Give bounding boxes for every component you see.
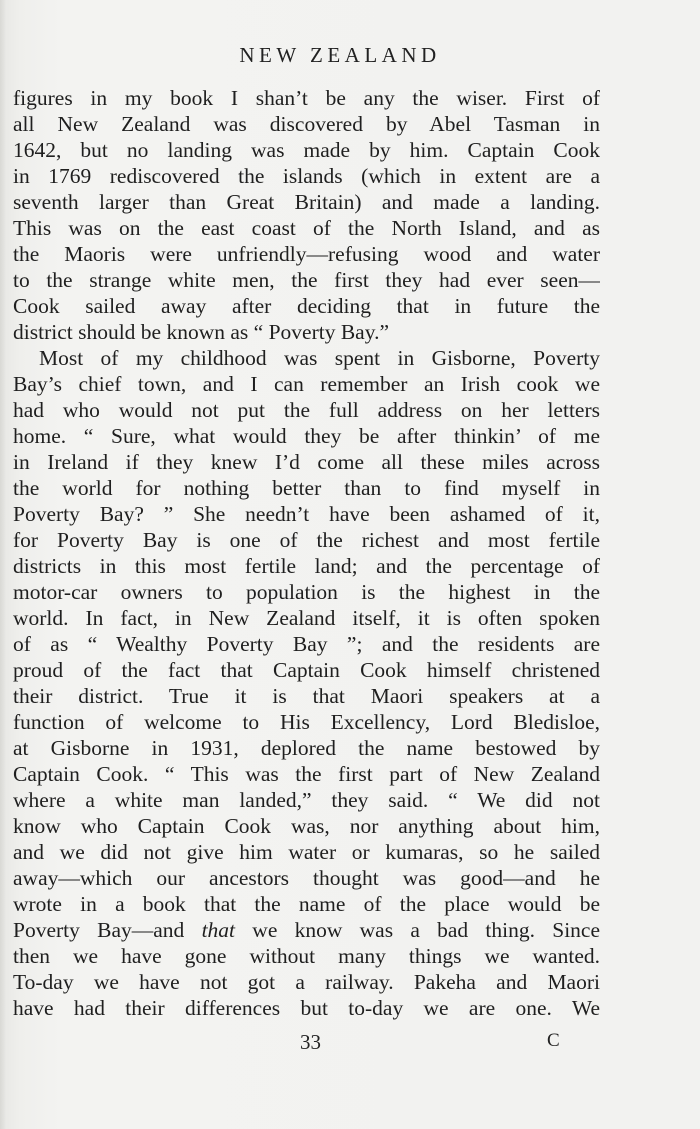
- text-line: Bay’s chief town, and I can remember an Irish cook we: [13, 372, 600, 396]
- text-line: in Ireland if they knew I’d come all these miles across: [13, 450, 600, 474]
- text-line: then we have gone without many things we wanted.: [13, 944, 600, 968]
- text-line: wrote in a book that the name of the place would be: [13, 892, 600, 916]
- text-line: Poverty Bay? ” She needn’t have been ashamed of it,: [13, 502, 600, 526]
- text-line: figures in my book I shan’t be any the wiser. First of: [13, 86, 600, 110]
- text-line: in 1769 rediscovered the islands (which in extent are a: [13, 164, 600, 188]
- text-line: Captain Cook. “ This was the first part of New Zealand: [13, 762, 600, 786]
- text-line: proud of the fact that Captain Cook himself christened: [13, 658, 600, 682]
- text-line: This was on the east coast of the North Island, and as: [13, 216, 600, 240]
- text-line: of as “ Wealthy Poverty Bay ”; and the residents are: [13, 632, 600, 656]
- text-line: Most of my childhood was spent in Gisborne, Poverty: [39, 346, 600, 370]
- emphasis-word: that: [201, 918, 236, 942]
- text-line: the Maoris were unfriendly—refusing wood and water: [13, 242, 600, 266]
- signature-mark: C: [547, 1030, 560, 1051]
- text-line: function of welcome to His Excellency, Lord Bledisloe,: [13, 710, 600, 734]
- text-line: the world for nothing better than to find myself in: [13, 476, 600, 500]
- text-line: their district. True it is that Maori speakers at a: [13, 684, 600, 708]
- text-line: away—which our ancestors thought was good—and he: [13, 866, 600, 890]
- running-head: NEW ZEALAND: [239, 43, 441, 67]
- text-line: have had their differences but to-day we are one. We: [13, 996, 600, 1020]
- text-line: at Gisborne in 1931, deplored the name bestowed by: [13, 736, 600, 760]
- page-gutter-shadow: [0, 0, 6, 1129]
- text-line: 1642, but no landing was made by him. Captain Cook: [13, 138, 600, 162]
- text-line: world. In fact, in New Zealand itself, it is often spoken: [13, 606, 600, 630]
- text-line: motor-car owners to population is the highest in the: [13, 580, 600, 604]
- text-segment: Poverty Bay—and: [13, 918, 185, 942]
- text-line: Cook sailed away after deciding that in future the: [13, 294, 600, 318]
- text-line: seventh larger than Great Britain) and made a landing.: [13, 190, 600, 214]
- text-segment: we know was a bad thing. Since: [252, 918, 600, 942]
- text-line: where a white man landed,” they said. “ We did not: [13, 788, 600, 812]
- text-line: know who Captain Cook was, nor anything about him,: [13, 814, 600, 838]
- text-line: to the strange white men, the first they had ever seen—: [13, 268, 600, 292]
- body-text: [13, 85, 600, 1021]
- text-line: and we did not give him water or kumaras, so he sailed: [13, 840, 600, 864]
- text-line: districts in this most fertile land; and the percentage of: [13, 554, 600, 578]
- page-number: 33: [300, 1030, 321, 1054]
- text-line: home. “ Sure, what would they be after thinkin’ of me: [13, 424, 600, 448]
- text-line: had who would not put the full address on her letters: [13, 398, 600, 422]
- text-line: To-day we have not got a railway. Pakeha and Maori: [13, 970, 600, 994]
- text-line-with-emphasis: [13, 917, 600, 943]
- text-line: all New Zealand was discovered by Abel Tasman in: [13, 112, 600, 136]
- text-line: district should be known as “ Poverty Bay.”: [13, 320, 389, 344]
- text-line: for Poverty Bay is one of the richest and most fertile: [13, 528, 600, 552]
